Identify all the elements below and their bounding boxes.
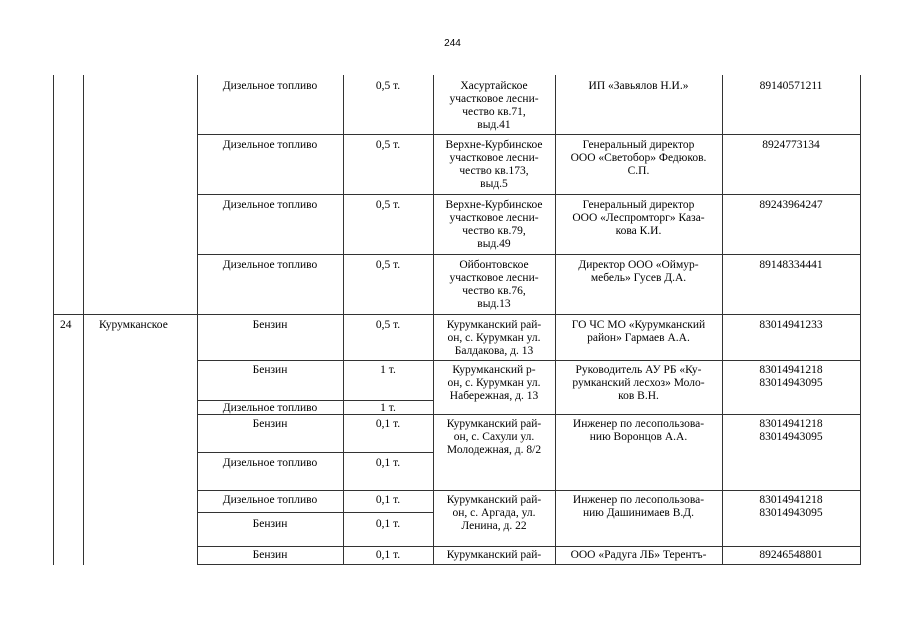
k4-amount2: 0,1 т. xyxy=(375,518,401,530)
k3-fuel2: Дизельное топливо xyxy=(222,457,318,469)
hline-8 xyxy=(197,452,433,453)
k1-fuel: Бензин xyxy=(252,319,288,331)
k2-location: Курумканский р- он, с. Курумкан ул. Набережная, д. 13 xyxy=(447,364,541,402)
k4-amount: 0,1 т. xyxy=(375,494,401,506)
hline-3 xyxy=(197,254,861,255)
row1-org: ИП «Завьялов Н.И.» xyxy=(588,80,689,92)
row2-phone: 8924773134 xyxy=(762,139,820,151)
row4-phone: 89148334441 xyxy=(759,259,823,271)
row2-location: Верхне-Курбинское участковое лесни- чество кв.173, выд.5 xyxy=(445,139,543,190)
k4-fuel2: Бензин xyxy=(252,518,288,530)
k4-fuel: Дизельное топливо xyxy=(222,494,318,506)
row2-amount: 0,5 т. xyxy=(375,139,401,151)
k3-location: Курумканский рай- он, с. Сахули ул. Молодежная, д. 8/2 xyxy=(446,418,542,456)
k5-location: Курумканский рай- xyxy=(446,549,542,561)
hline-4 xyxy=(53,314,861,315)
page-number: 244 xyxy=(444,38,461,49)
vline-1 xyxy=(53,75,54,565)
row4-location: Ойбонтовское участковое лесни- чество кв.76, выд.13 xyxy=(449,259,539,310)
hline-11 xyxy=(197,546,861,547)
k4-phone: 83014941218 83014943095 xyxy=(759,494,823,519)
k2-fuel2: Дизельное топливо xyxy=(222,402,318,414)
row3-fuel: Дизельное топливо xyxy=(222,199,318,211)
k1-location: Курумканский рай- он, с. Курумкан ул. Балдакова, д. 13 xyxy=(446,319,542,357)
k2-phone: 83014941218 83014943095 xyxy=(759,364,823,389)
row2-fuel: Дизельное топливо xyxy=(222,139,318,151)
k3-fuel: Бензин xyxy=(252,418,288,430)
k1-phone: 83014941233 xyxy=(759,319,823,331)
row3-phone: 89243964247 xyxy=(759,199,823,211)
vline-2 xyxy=(83,75,84,565)
hline-10 xyxy=(197,512,433,513)
vline-8 xyxy=(860,75,861,565)
hline-12 xyxy=(197,564,861,565)
row3-amount: 0,5 т. xyxy=(375,199,401,211)
hline-9 xyxy=(197,490,861,491)
k4-location: Курумканский рай- он, с. Аргада, ул. Ленина, д. 22 xyxy=(446,494,542,532)
k2-fuel: Бензин xyxy=(252,364,288,376)
k1-org: ГО ЧС МО «Курумканский район» Гармаев А.А. xyxy=(571,319,706,344)
hline-2 xyxy=(197,194,861,195)
k5-fuel: Бензин xyxy=(252,549,288,561)
row1-phone: 89140571211 xyxy=(759,80,823,92)
k2-org: Руководитель АУ РБ «Ку- румканский лесхоз» Моло- ков В.Н. xyxy=(572,364,705,402)
k2-amount2: 1 т. xyxy=(380,402,396,414)
row3-location: Верхне-Курбинское участковое лесни- чество кв.79, выд.49 xyxy=(445,199,543,250)
row1-fuel: Дизельное топливо xyxy=(222,80,318,92)
k3-amount: 0,1 т. xyxy=(375,418,401,430)
k2-amount: 1 т. xyxy=(380,364,396,376)
row3-org: Генеральный директор ООО «Леспромторг» Каза- кова К.И. xyxy=(572,199,705,237)
k5-amount: 0,1 т. xyxy=(375,549,401,561)
k3-amount2: 0,1 т. xyxy=(375,457,401,469)
row1-amount: 0,5 т. xyxy=(375,80,401,92)
district-name: Курумканское xyxy=(99,319,168,331)
k5-org: ООО «Радуга ЛБ» Терентъ- xyxy=(570,549,707,561)
hline-5 xyxy=(197,360,861,361)
hline-1 xyxy=(197,134,861,135)
k4-org: Инженер по лесопользова- нию Дашинимаев В.Д. xyxy=(572,494,705,519)
k5-phone: 89246548801 xyxy=(759,549,823,561)
row2-org: Генеральный директор ООО «Светобор» Федюков. С.П. xyxy=(570,139,707,177)
district-number: 24 xyxy=(60,319,72,331)
row4-fuel: Дизельное топливо xyxy=(222,259,318,271)
k3-org: Инженер по лесопользова- нию Воронцов А.А. xyxy=(572,418,705,443)
row4-amount: 0,5 т. xyxy=(375,259,401,271)
hline-6 xyxy=(197,400,433,401)
row4-org: Директор ООО «Оймур- мебель» Гусев Д.А. xyxy=(578,259,699,284)
k3-phone: 83014941218 83014943095 xyxy=(759,418,823,443)
k1-amount: 0,5 т. xyxy=(375,319,401,331)
row1-location: Хасуртайское участковое лесни- чество кв.71, выд.41 xyxy=(449,80,539,131)
